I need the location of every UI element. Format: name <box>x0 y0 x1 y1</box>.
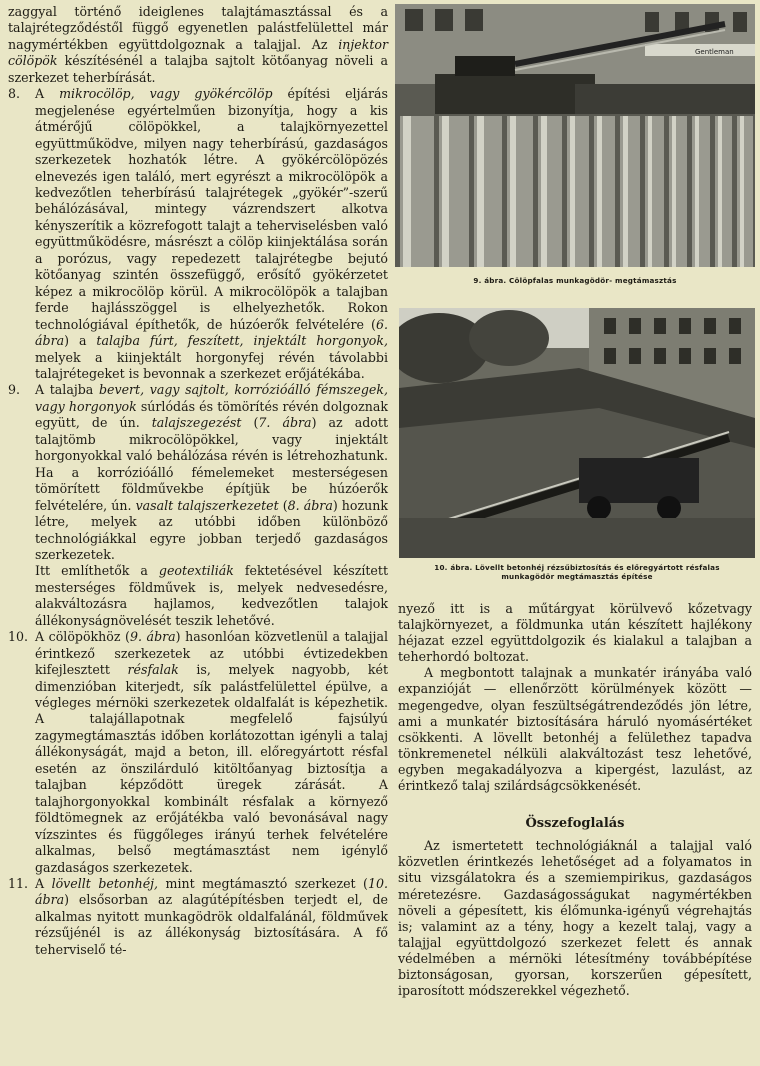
item-9-continuation <box>8 563 388 629</box>
emphasis: talajszegezést <box>151 415 242 431</box>
emphasis: lövellt betonhéj, <box>51 876 159 892</box>
figure-9-caption: 9. ábra. Cölöpfalas munkagödör- megtámasztás <box>473 276 677 285</box>
figure-10-caption <box>399 563 755 581</box>
item-number: 8. <box>8 86 21 102</box>
text: A cölöpökhöz ( <box>35 629 130 645</box>
figure-ref: 10. ábra <box>35 876 388 908</box>
text: ( <box>241 415 259 431</box>
text: Itt említhetők a <box>35 563 159 579</box>
item-number: 10. <box>8 629 29 645</box>
text: ) hasonlóan közvetlenül a talajjal érintkező szerkezetek az utóbbi évtizedekben kifejlesztett <box>35 629 388 678</box>
list-item-10 <box>8 629 388 876</box>
intro-paragraph <box>8 4 388 86</box>
list-item-11 <box>8 876 388 958</box>
text: A <box>35 86 60 102</box>
list-item-9 <box>8 382 388 563</box>
item-number: 9. <box>8 382 21 398</box>
list-item-8 <box>8 86 388 382</box>
intro-text: zaggyal történő ideiglenes talajtámasztással és a talajrétegződéstől függő egyenetlen palástfelülettel már nagymértékben együttdolgoznak a talajjal. Az <box>8 4 388 52</box>
section-heading: Összefoglalás <box>525 816 625 832</box>
text: ) a <box>64 333 97 349</box>
text: ) hozunk létre, melyek az utóbbi időben különböző technológiákkal egyre jobban terjedő gazdaságos szerkezetek. <box>35 497 388 562</box>
text: ( <box>278 497 288 513</box>
figure-ref: 7. ábra <box>258 415 312 431</box>
item-number: 11. <box>8 876 29 892</box>
text: is, melyek nagyobb, két dimenzióban kiterjedt, sík palástfelülettel épülve, a végleges mérnöki szerkezetek oldalfalát is képezhetik. A talajállapotnak megfelelő fajsúlyú zagymegtámasztás időben korlátozottan igényli a talaj állékonyságát, majd a beton, ill. előregyártott résfal esetén az önszilárduló kitöltőanyag biztosítja a talajban képződött üregek zárását. A talajhorgonyokkal kombinált résfalak a környező földtömegnek az erőjátékba való bevonásával nagy vízszintes és függőleges irányú terhek felvételére alkalmas, belső megtámasztást nem igénylő gazdaságos szerkezetek. <box>35 662 388 875</box>
emphasis: talajba fúrt, feszített, injektált horgonyok, <box>96 333 388 349</box>
figure-9-photo <box>395 4 755 267</box>
figure-ref: 6. ábra <box>35 316 388 349</box>
right-paragraph-1: nyező itt is a műtárgyat körülvevő kőzetvagy talajkörnyezet, a földmunka után készített hajlékony héjazat ezzel együttdolgozik és kialakul a talajban a teherhordó boltozat. <box>398 601 752 665</box>
text: építési eljárás megjelenése egyértelműen bizonyítja, hogy a kis átmérőjű cölöpökkel, a talajkörnyezettel együttműködve, milyen nagy teherbírású, gazdaságos szerkezetek hozhatók létre. A gyökércölöpözés elnevezés igen találó, mert egyrészt a mikrocölöpök a kedvezőtlen teherbírású talajrétegek „gyökér”-szerű behálózásával, mintegy vázrendszert alkotva kényszerítik a közrefogott talajt a teherviselésben való együttműködésre, másrészt a cölöp kiinjektálása során a porózus, vagy repedezett talajrétegbe bejutó kötőanyag szintén összefüggő, erősítő gyökérzetet képez a mikrocölöp körül. A mikrocölöpök a talajban ferde hajlásszöggel is elhelyezhetők. Rokon technológiával építhetők, de húzóerők felvételére ( <box>35 86 388 332</box>
shotcrete-wall-photo-illustration <box>399 308 755 558</box>
text: ) az adott talajtömb mikrocölöpökkel, vagy injektált horgonyokkal való behálózása révén is létrehozhatunk. Ha a korrózióálló fémelemeket mesterségesen tömörített földművekbe építjük be húzóerők felvételére, ún. <box>35 415 388 513</box>
emphasis: résfalak <box>127 662 179 678</box>
emphasis: vasalt talajszerkezetet <box>135 497 279 513</box>
text: A <box>35 876 52 892</box>
text: fektetésével készített mesterséges földművek is, melyek nedvesedésre, alakváltozásra hajlamos, kedvezőtlen talajok állékonyságnövelését teszik lehetővé. <box>35 563 388 628</box>
emphasis: geotextiliák <box>158 563 234 579</box>
emphasis: bevert, vagy sajtolt, korrózióálló fémszegek, vagy horgonyok <box>35 382 388 414</box>
text: ) elsősorban az alagútépítésben terjedt el, de alkalmas nyitott munkagödrök oldalfalánál, földművek rézsűjénél is az állékonyság biztosítására. A fő teherviselő té- <box>35 892 388 957</box>
figure-10-photo <box>399 308 755 558</box>
right-paragraph-2: A megbontott talajnak a munkatér irányába való expanzióját — ellenőrzött körülmények között — megengedve, olyan feszültségátrendeződés jön létre, ami a munkatér biztosítására háruló nyomásértéket csökkenti. A lövellt betonhéj a felülethez tapadva tönkremenetel nélküli alakváltozást tesz lehetővé, egyben megakadályozva a kipergést, lazulást, az érintkező talaj szilárdságcsökkenését. <box>398 665 752 794</box>
emphasis: mikrocölöp, vagy gyökércölöp <box>59 86 273 102</box>
figure-10-caption-line-1: 10. ábra. Lövellt betonhéj rézsűbiztosítás és előregyártott résfalas <box>434 563 720 572</box>
text: A talajba <box>35 382 99 398</box>
sign-text: Gentleman <box>695 48 734 56</box>
right-text-column <box>398 601 752 999</box>
text: melyek a kiinjektált horgonyfej révén távolabbi talajrétegeket is bevonnak a szerkezet erőjátékába. <box>35 349 388 381</box>
left-text-column <box>8 4 388 958</box>
pile-wall-photo-illustration <box>395 4 755 267</box>
summary-paragraph: Az ismertetett technológiáknál a talajjal való közvetlen érintkezés lehetőséget ad a folyamatos in situ vizsgálatokra és a szemiempirikus, gazdaságos méretezésre. Gazdaságosságukat nagymértékben növeli a gépesített, kis élőmunka-igényű végrehajtás is; valamint az a tény, hogy a kezelt talaj, vagy a talajjal együttdolgozó szerkezet felett és annak védelmében a mérnöki létesítmény továbbépítése biztonságosan, gyorsan, korszerűen gépesített, iparosított módszerekkel végezhető. <box>398 838 752 999</box>
text: mint megtámasztó szerkezet ( <box>158 876 368 892</box>
figure-ref: 8. ábra <box>287 497 333 513</box>
figure-10-caption-line-2: munkagödör megtámasztás építése <box>501 572 653 581</box>
intro-emphasis: injektor cölöpök <box>8 36 388 69</box>
intro-text-end: készítésénél a talajba sajtolt kötőanyag növeli a szerkezet teherbírását. <box>8 53 388 85</box>
figure-ref: 9. ábra <box>129 629 176 645</box>
text: súrlódás és tömörítés révén dolgoznak együtt, de ún. <box>35 398 388 431</box>
